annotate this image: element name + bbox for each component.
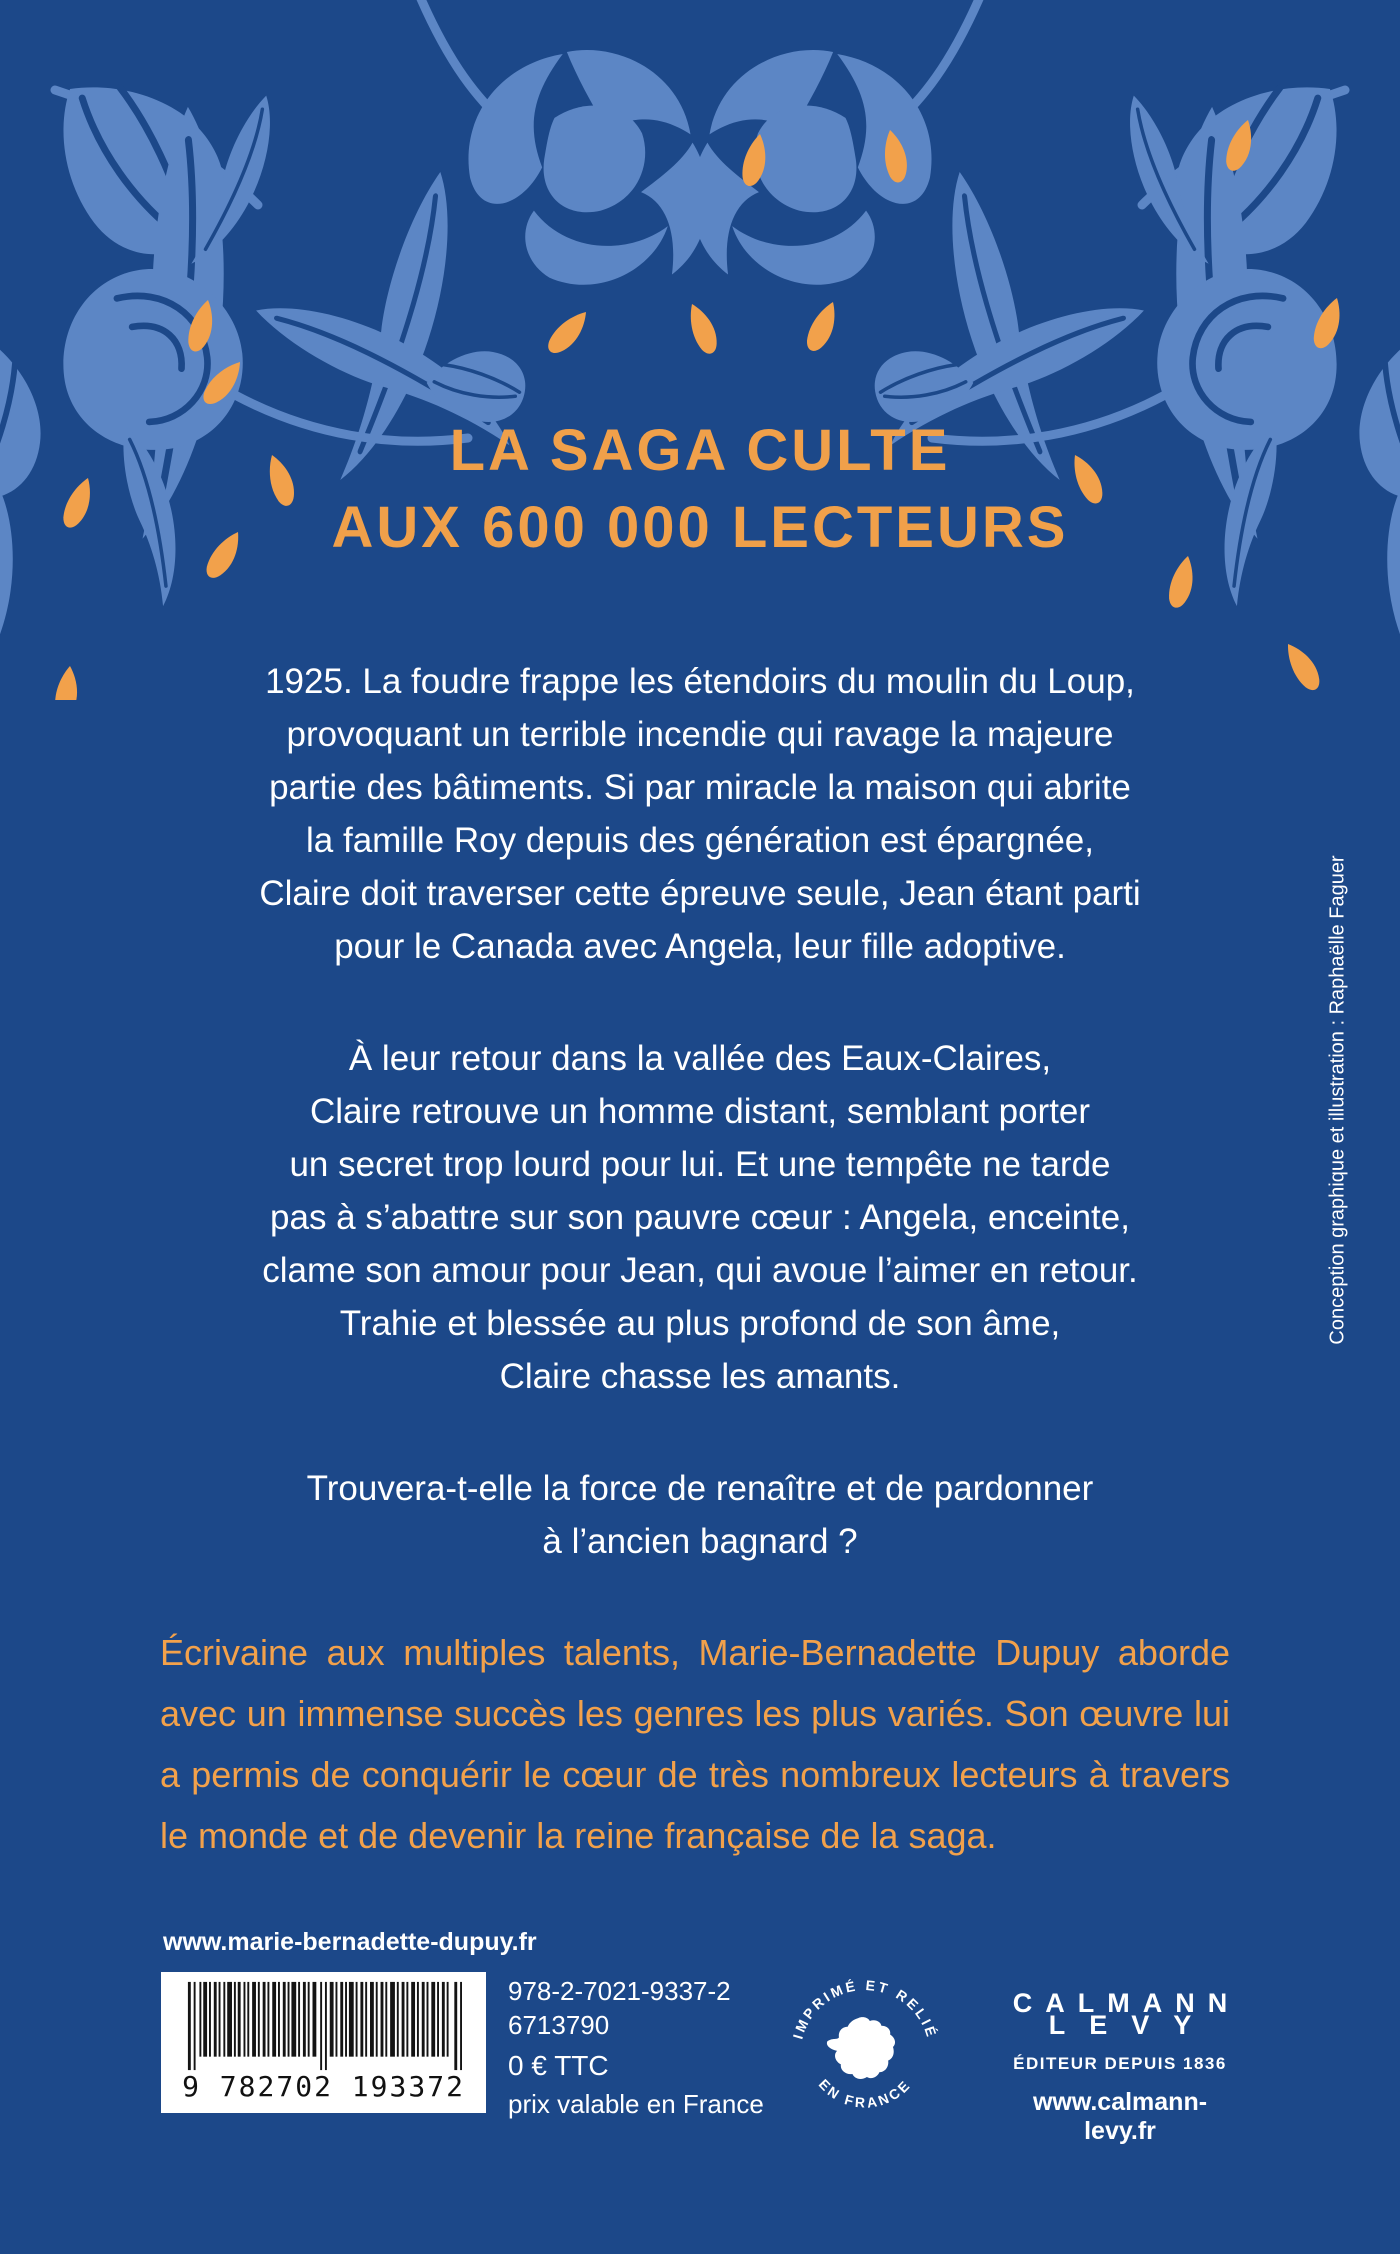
imprime-en-france-stamp	[783, 1966, 947, 2130]
publisher-logo-line-2: LEVY	[1048, 2010, 1216, 2040]
headline	[0, 412, 1400, 566]
author-website: www.marie-bernadette-dupuy.fr	[163, 1928, 537, 1956]
isbn-block	[508, 1974, 731, 2042]
france-map-icon	[827, 2017, 895, 2079]
barcode-digits: 9 782702 193372	[182, 2070, 465, 2103]
text-line: la famille Roy depuis des génération est épargnée,	[306, 821, 1094, 860]
text-line: pour le Canada avec Angela, leur fille adoptive.	[334, 927, 1066, 966]
publisher-tagline: ÉDITEUR DEPUIS 1836	[1013, 2054, 1227, 2073]
text-line: à l’ancien bagnard ?	[542, 1522, 858, 1561]
text-line: Trouvera-t-elle la force de renaître et de pardonner	[306, 1469, 1094, 1508]
stamp-text-bottom: EN FRANCE	[815, 2075, 915, 2111]
text-line: 1925. La foudre frappe les étendoirs du moulin du Loup,	[265, 662, 1135, 701]
text-line: Claire doit traverser cette épreuve seule, Jean étant parti	[259, 874, 1141, 913]
publisher-logo-line-1: CALMANN	[1012, 1988, 1241, 2018]
publisher-block	[998, 1988, 1242, 2146]
design-credit: Conception graphique et illustration : Raphaëlle Faguer	[1326, 855, 1349, 1345]
price: 0 € TTC	[508, 2050, 609, 2081]
barcode	[161, 1972, 486, 2113]
text-line: Claire chasse les amants.	[499, 1357, 901, 1396]
synopsis-paragraph-2	[100, 1032, 1300, 1403]
rose-illustration	[0, 0, 1400, 700]
stamp-text-top: IMPRIMÉ ET RELIÉ	[789, 1976, 941, 2041]
text-line: pas à s’abattre sur son pauvre cœur : Angela, enceinte,	[270, 1198, 1130, 1237]
headline-line-2: AUX 600 000 LECTEURS	[331, 495, 1069, 560]
text-line: un secret trop lourd pour lui. Et une tempête ne tarde	[289, 1145, 1111, 1184]
barcode-bars	[174, 1980, 474, 2072]
price-note: prix valable en France	[508, 2089, 764, 2119]
text-line: partie des bâtiments. Si par miracle la maison qui abrite	[269, 768, 1131, 807]
isbn-number: 978-2-7021-9337-2	[508, 1976, 731, 2006]
product-code: 6713790	[508, 2010, 610, 2040]
text-line: Trahie et blessée au plus profond de son âme,	[339, 1304, 1061, 1343]
author-note: Écrivaine aux multiples talents, Marie-Bernadette Dupuy aborde avec un immense succès les genres les plus variés. Son œuvre lui a permis de conquérir le cœur de très nombreux lecteurs à travers le monde et de devenir la reine française de la saga.	[160, 1632, 1230, 1856]
publisher-website: www.calmann-levy.fr	[1032, 2088, 1208, 2145]
text-line: clame son amour pour Jean, qui avoue l’aimer en retour.	[262, 1251, 1138, 1290]
synopsis-paragraph-1	[100, 655, 1300, 973]
text-line: provoquant un terrible incendie qui ravage la majeure	[286, 715, 1114, 754]
synopsis-paragraph-3	[100, 1462, 1300, 1568]
text-line: À leur retour dans la vallée des Eaux-Claires,	[348, 1039, 1052, 1078]
headline-line-1: LA SAGA CULTE	[449, 418, 951, 483]
text-line: Claire retrouve un homme distant, semblant porter	[309, 1092, 1091, 1131]
